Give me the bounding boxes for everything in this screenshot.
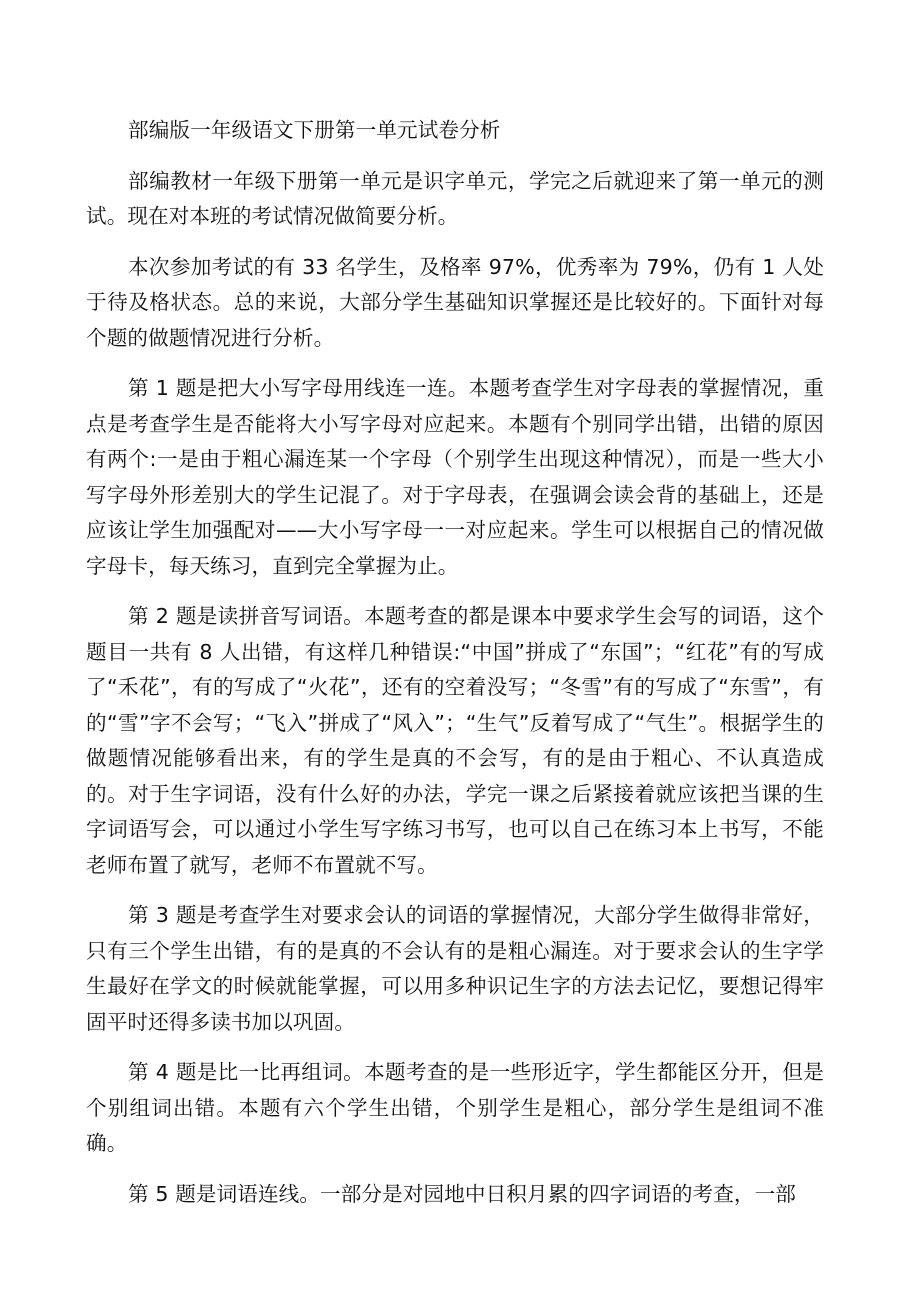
paragraph-summary: 本次参加考试的有 33 名学生，及格率 97%，优秀率为 79%，仍有 1 人处于待及格状态。总的来说，大部分学生基础知识掌握还是比较好的。下面针对每个题的做题情况进行分析。: [86, 254, 824, 350]
paragraph-question-2: 第 2 题是读拼音写词语。本题考查的都是课本中要求学生会写的词语，这个题目一共有 8 人出错，有这样几种错误:“中国”拼成了“东国”；“红花”有的写成了“禾花”，有的写成了“火花”，还有的空着没写；“冬雪”有的写成了“东雪”，有的“雪”字不会写；“飞入”拼成了“风入”；“生气”反着写成了“气生”。根据学生的做题情况能够看出来，有的学生是真的不会写，有的是由于粗心、不认真造成的。对于生字词语，没有什么好的办法，学完一课之后紧接着就应该把当课的生字词语写会，可以通过小学生写字练习书写，也可以自己在练习本上书写，不能老师布置了就写，老师不布置就不写。: [86, 604, 824, 877]
paragraph-question-3: 第 3 题是考查学生对要求会认的词语的掌握情况，大部分学生做得非常好，只有三个学生出错，有的是真的不会认有的是粗心漏连。对于要求会认的生字学生最好在学文的时候就能掌握，可以用多种识记生字的方法去记忆，要想记得牢固平时还得多读书加以巩固。: [86, 903, 824, 1034]
paragraph-intro: 部编教材一年级下册第一单元是识字单元，学完之后就迎来了第一单元的测试。现在对本班的考试情况做简要分析。: [86, 168, 824, 228]
paragraph-question-5: 第 5 题是词语连线。一部分是对园地中日积月累的四字词语的考查，一部: [128, 1181, 796, 1206]
paragraph-question-4: 第 4 题是比一比再组词。本题考查的是一些形近字，学生都能区分开，但是个别组词出错。本题有六个学生出错，个别学生是粗心，部分学生是组词不准确。: [86, 1060, 824, 1155]
paragraph-question-1: 第 1 题是把大小写字母用线连一连。本题考查学生对字母表的掌握情况，重点是考查学生是否能将大小写字母对应起来。本题有个别同学出错，出错的原因有两个:一是由于粗心漏连某一个字母（个别学生出现这种情况），而是一些大小写字母外形差别大的学生记混了。对于字母表，在强调会读会背的基础上，还是应该让学生加强配对——大小写字母一一对应起来。学生可以根据自己的情况做字母卡，每天练习，直到完全掌握为止。: [86, 376, 824, 578]
document-body: [86, 113, 824, 1227]
document-title: 部编版一年级语文下册第一单元试卷分析: [128, 118, 501, 142]
